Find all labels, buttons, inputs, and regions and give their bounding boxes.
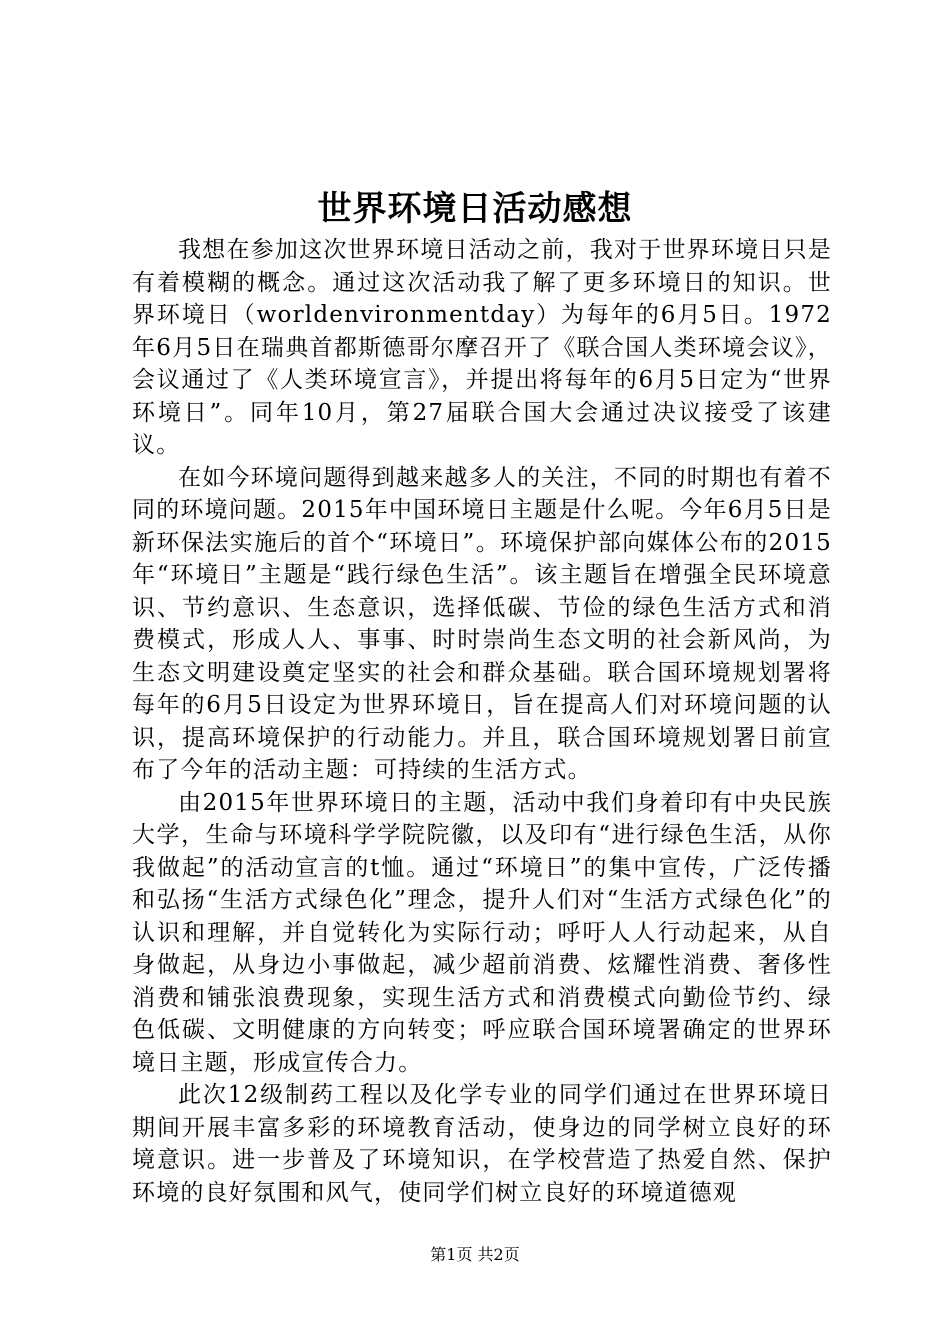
page-footer: 第1页 共2页 <box>430 1245 520 1264</box>
paragraph: 在如今环境问题得到越来越多人的关注，不同的时期也有着不同的环境问题。2015年中国环境日主题是什么呢。今年6月5日是新环保法实施后的首个“环境日”。环境保护部向媒体公布的2015年“环境日”主题是“践行绿色生活”。该主题旨在增强全民环境意识、节约意识、生态意识，选择低碳、节俭的绿色生活方式和消费模式，形成人人、事事、时时崇尚生态文明的社会新风尚，为生态文明建设奠定坚实的社会和群众基础。联合国环境规划署将每年的6月5日设定为世界环境日，旨在提高人们对环境问题的认识，提高环境保护的行动能力。并且，联合国环境规划署日前宣布了今年的活动主题：可持续的生活方式。 <box>132 464 832 783</box>
paragraph: 我想在参加这次世界环境日活动之前，我对于世界环境日只是有着模糊的概念。通过这次活动我了解了更多环境日的知识。世界环境日（worldenvironmentday）为每年的6月5日。1972年6月5日在瑞典首都斯德哥尔摩召开了《联合国人类环境会议》，会议通过了《人类环境宣言》，并提出将每年的6月5日定为“世界环境日”。同年10月，第27届联合国大会通过决议接受了该建议。 <box>132 237 832 458</box>
paragraph: 此次12级制药工程以及化学专业的同学们通过在世界环境日期间开展丰富多彩的环境教育活动，使身边的同学树立良好的环境意识。进一步普及了环境知识，在学校营造了热爱自然、保护环境的良好氛围和风气，使同学们树立良好的环境道德观 <box>132 1082 832 1206</box>
document-title: 世界环境日活动感想 <box>317 189 633 229</box>
paragraph: 由2015年世界环境日的主题，活动中我们身着印有中央民族大学，生命与环境科学学院院徽，以及印有“进行绿色生活，从你我做起”的活动宣言的t恤。通过“环境日”的集中宣传，广泛传播和弘扬“生活方式绿色化”理念，提升人们对“生活方式绿色化”的认识和理解，并自觉转化为实际行动；呼吁人人行动起来，从自身做起，从身边小事做起，减少超前消费、炫耀性消费、奢侈性消费和铺张浪费现象，实现生活方式和消费模式向勤俭节约、绿色低碳、文明健康的方向转变；呼应联合国环境署确定的世界环境日主题，形成宣传合力。 <box>132 789 832 1076</box>
document-body <box>132 234 832 1209</box>
